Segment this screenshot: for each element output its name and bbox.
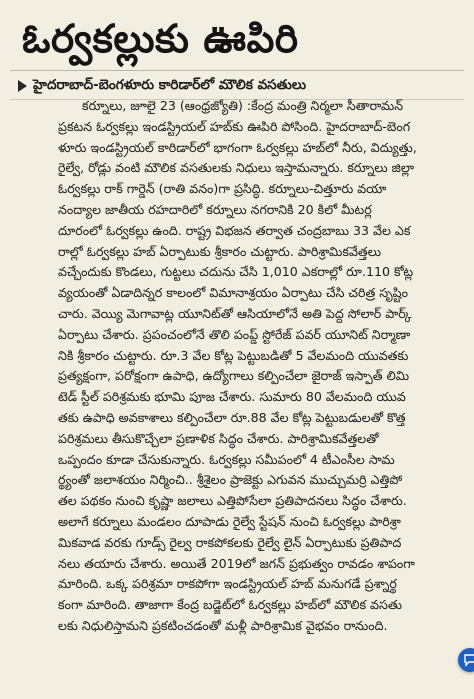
article-line: కర్నూలు, జూలై 23 (ఆంధ్రజ్యోతి) :కేంద్ర మంత్రి నిర్మలా సీతారామన్‌ [82, 98, 404, 113]
headline: ఓర్వకల్లుకు ఊపిరి [22, 17, 299, 62]
article-line: దూరంలో ఓర్వకల్లు ఉంది. రాష్ట్ర విభజన తర్వాత చంద్రబాబు 33 వేల ఎక [58, 222, 411, 238]
article-body [58, 96, 464, 637]
article-line: వచ్చేందుకు కొండలు, గుట్టలు చదును చేసి 1,010 ఎకరాల్లో రూ.110 కోట్ల [58, 264, 414, 280]
article-line: నంద్యాల జాతీయ రహదారిలో కర్నూలు నగరానికి 20 కిలో మీటర్ల [58, 201, 372, 217]
article-line: నికి శ్రీకారం చుట్టారు. రూ.3 వేల కోట్ల పెట్టుబడితో 5 వేలమంది యువతకు [58, 347, 409, 363]
article-line: టెడ్‌ స్టీల్‌ పరిశ్రమకు భూమి పూజ చేశారు. సుమారు 80 వేలమంది యువ [58, 389, 406, 405]
subheadline-row [10, 74, 464, 98]
article-line: కంగా మారింది. తాజాగా కేంద్ర బడ్జెట్‌లో ఓర్వకల్లు హబ్‌లో మౌలిక వసతు [58, 597, 402, 613]
article-line: ళూరు ఇండస్ట్రియల్‌ కారిడార్‌లో భాగంగా ఓర్వకల్లు హబ్‌లో నీరు, విద్యుత్తు, [58, 139, 417, 155]
chat-bubble-glyph [463, 653, 474, 667]
article-line: చారు. వెయ్యి మెగావాట్ల యూనిట్‌తో ఆసియాలోనే అతి పెద్ద సోలార్‌ పార్క్‌ [58, 305, 412, 321]
article-line: మికవాడ వరకు గూడ్స్‌ రైల్వ రాకపోకలకు రైల్వే లైన్‌ ఏర్పాటుకు ప్రతిపాద [58, 534, 402, 550]
article-line: ప్రత్యక్షంగా, పరోక్షంగా ఉపాధి, ఉద్యోగాలు కల్పించేలా జైరాజ్‌ ఇస్పాత్‌ లిమి [58, 368, 410, 384]
subheadline: హైదరాబాద్‌-బెంగళూరు కారిడార్‌లో మౌలిక వసతులు [33, 76, 307, 93]
article-line: వ్యయంతో ఏడాదిన్నర కాలంలో విమానాశ్రయం ఏర్పాటు చేసి చరిత్ర సృష్టిం [58, 285, 409, 301]
chat-bubble-icon[interactable] [458, 648, 474, 672]
article-line: ప్రకటన ఓర్వకల్లు ఇండస్ట్రియల్‌ హబ్‌కు ఊపిరి పోసింది. హైదరాబాద్‌-బెంగ [58, 118, 411, 134]
triangle-bullet-icon [18, 80, 27, 92]
article-line: మారింది. ఒక్క పరిశ్రమా రాకపోగా ఇండస్ట్రియల్‌ హబ్‌ మనుగడే ప్రశ్నార్థ [58, 576, 397, 592]
article-line: తల పథకం నుంచి కృష్ణా జలాలు ఎత్తిపోసేలా ప్రతిపాదనలు సిద్ధం చేశారు. [58, 493, 407, 509]
article-line: ఏర్పాటు చేశారు. ప్రపంచంలోనే తొలి పంప్డ్‌ స్టోరేజ్‌ పవర్‌ యూనిట్‌ నిర్మాణా [58, 326, 411, 342]
article-line: రైల్వే, రోడ్లు వంటి మౌలిక వసతులకు నిధులు ఇస్తామన్నారు. కర్నూలు జిల్లా [58, 160, 415, 176]
article-line: పరిశ్రమలు తీసుకొచ్చేలా ప్రణాళిక సిద్ధం చేశారు. పారిశ్రామికవేత్తలతో [58, 430, 379, 446]
article-line: అలాగే కర్నూలు మండలం దూపాడు రైల్వే స్టేషన్‌ నుంచి ఓర్వకల్లు పారిశ్రా [58, 513, 401, 529]
article-line: లకు నిధులిస్తామని ప్రకటించడంతో మళ్లీ పారిశ్రామిక వైభవం రానుంది. [58, 617, 388, 633]
article-line: నలు తయారు చేశారు. అయితే 2019లో జగన్‌ ప్రభుత్వం రావడం శాపంగా [58, 555, 415, 571]
article-line: ర్థ్యంతో జలాశయం నిర్మించి.. శ్రీశైలం ప్రాజెక్టు ఎగువన ముచ్చుమర్రి ఎత్తిపో [58, 472, 403, 488]
divider [10, 70, 464, 71]
article-line: తకు ఉపాధి అవకాశాలు కల్పించేలా రూ.88 వేల కోట్ల పెట్టుబడులతో కొత్త [58, 409, 406, 425]
article-line: ఓర్వకల్లు రాక్‌ గార్డెన్‌ (రాతి వనం)గా ప్రసిద్ధి. కర్నూలు-చిత్తూరు వయా [58, 181, 387, 197]
article-line: రాల్లో ఓర్వకల్లు హబ్‌ ఏర్పాటుకు శ్రీకారం చుట్టారు. పారిశ్రామికవేత్తలు [58, 243, 381, 259]
article-line: ఒప్పందం కూడా చేసుకున్నారు. ఓర్వకల్లు సమీపంలో 4 టీఎంసీల సామ [58, 451, 395, 467]
